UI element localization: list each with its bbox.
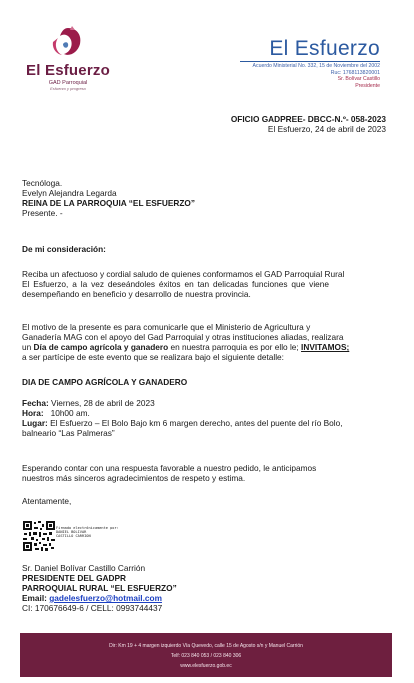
para2-line4: a ser partícipe de este evento que se realizara bajo el siguiente detalle:	[22, 352, 284, 362]
para1-line2: El Esfuerzo, a la vez deseándoles éxitos en tan delicadas funciones que viene	[22, 279, 330, 289]
letterhead-divider	[240, 61, 380, 62]
recipient-title: Tecnóloga.	[22, 178, 63, 188]
sign-off: Atentamente,	[22, 496, 72, 506]
para1-line3: desempeñando en beneficio y desarrollo de nuestra provincia.	[22, 289, 251, 299]
logo-tagline: Esfuerzo y progreso	[50, 86, 86, 91]
digital-signature-name2: CASTILLO CARRION	[56, 534, 91, 539]
footer-address: Dir: Km 19 + 4 margen izquierdo Vía Quevedo, calle 15 de Agosto s/n y Manuel Carrión	[109, 643, 303, 649]
closing-line1: Esperando contar con una respuesta favorable a nuestro pedido, le anticipamos	[22, 463, 317, 473]
signer-role1: PRESIDENTE DEL GADPR	[22, 573, 127, 583]
footer-band	[20, 633, 392, 677]
footer-website[interactable]: www.elesfuerzo.gob.ec	[180, 663, 232, 669]
para2-line3	[22, 342, 349, 352]
letter-date: El Esfuerzo, 24 de abril de 2023	[267, 124, 386, 134]
signer-ci: CI: 170676649-6 / CELL: 0993744437	[22, 603, 163, 613]
footer-phone: Telf: 023 840 053 / 023 840 306	[170, 653, 242, 659]
email-link[interactable]: gadelesfuerzo@hotmail.com	[49, 593, 162, 603]
emblem-icon	[46, 24, 90, 62]
recipient-name: Evelyn Alejandra Legarda	[22, 188, 117, 198]
logo-name: El Esfuerzo	[26, 62, 110, 79]
recipient-presente: Presente. -	[22, 208, 63, 218]
signer-role2: PARROQUIAL RURAL “EL ESFUERZO”	[22, 583, 177, 593]
event-time-value: 10h00 am.	[43, 408, 90, 418]
closing-line2: nuestros más sinceros agradecimientos de respeto y estima.	[22, 473, 246, 483]
oficio-number: OFICIO GADPREE- DBCC-N.º- 058-2023	[230, 114, 386, 124]
event-place	[22, 418, 343, 428]
digital-signature-text	[56, 526, 119, 539]
event-place-venue: balneario “Las Palmeras”	[22, 428, 115, 438]
letterhead-title: El Esfuerzo	[269, 37, 380, 60]
digital-signature-caption: Firmado electrónicamente por:	[56, 526, 119, 530]
invitation-word: INVITAMOS;	[301, 342, 350, 352]
event-name-inline: Día de campo agrícola y ganadero	[33, 342, 169, 352]
logo-subtitle: GAD Parroquial	[48, 80, 88, 86]
recipient-position: REINA DE LA PARROQUIA “EL ESFUERZO”	[22, 198, 196, 208]
digital-signature-name1: DANIEL BOLIVAR	[56, 530, 87, 535]
para2-line3-mid: en nuestra parroquia es por ello le;	[168, 342, 302, 352]
event-place-value: El Esfuerzo – El Bolo Bajo km 6 margen derecho, antes del puente del río Bolo,	[47, 418, 343, 428]
para2-line3-start: un	[22, 342, 34, 352]
letterhead-president-role: Presidente	[355, 82, 380, 89]
para2-line1: El motivo de la presente es para comunicarle que el Ministerio de Agricultura y	[22, 322, 311, 332]
signer-email-line	[22, 593, 162, 603]
para2-line2: Ganadería MAG con el apoyo del Gad Parroquial y otras instituciones aliadas, realizara	[22, 332, 344, 342]
letterhead-president-name: Sr. Bolívar Castillo	[337, 76, 380, 82]
gad-logo	[18, 24, 118, 96]
letterhead-ruc: Ruc: 1768113820001	[330, 69, 380, 76]
email-label: Email:	[22, 593, 50, 603]
event-time	[22, 408, 90, 418]
para1-line1: Reciba un afectuoso y cordial saludo de quienes conformamos el GAD Parroquial Rural	[22, 269, 345, 279]
greeting: De mi consideración:	[22, 244, 106, 254]
event-time-label: Hora:	[22, 408, 44, 418]
signer-name: Sr. Daniel Bolívar Castillo Carrión	[22, 563, 146, 573]
event-date-value: Viernes, 28 de abril de 2023	[48, 398, 155, 408]
qr-code-icon	[22, 520, 56, 552]
event-place-label: Lugar:	[22, 418, 48, 428]
event-date	[22, 398, 155, 408]
event-title: DIA DE CAMPO AGRÍCOLA Y GANADERO	[22, 377, 188, 387]
letterhead	[253, 38, 380, 89]
event-date-label: Fecha:	[22, 398, 49, 408]
letterhead-agreement: Acuerdo Ministerial No. 332, 15 de Noviembre del 2002	[252, 63, 380, 69]
